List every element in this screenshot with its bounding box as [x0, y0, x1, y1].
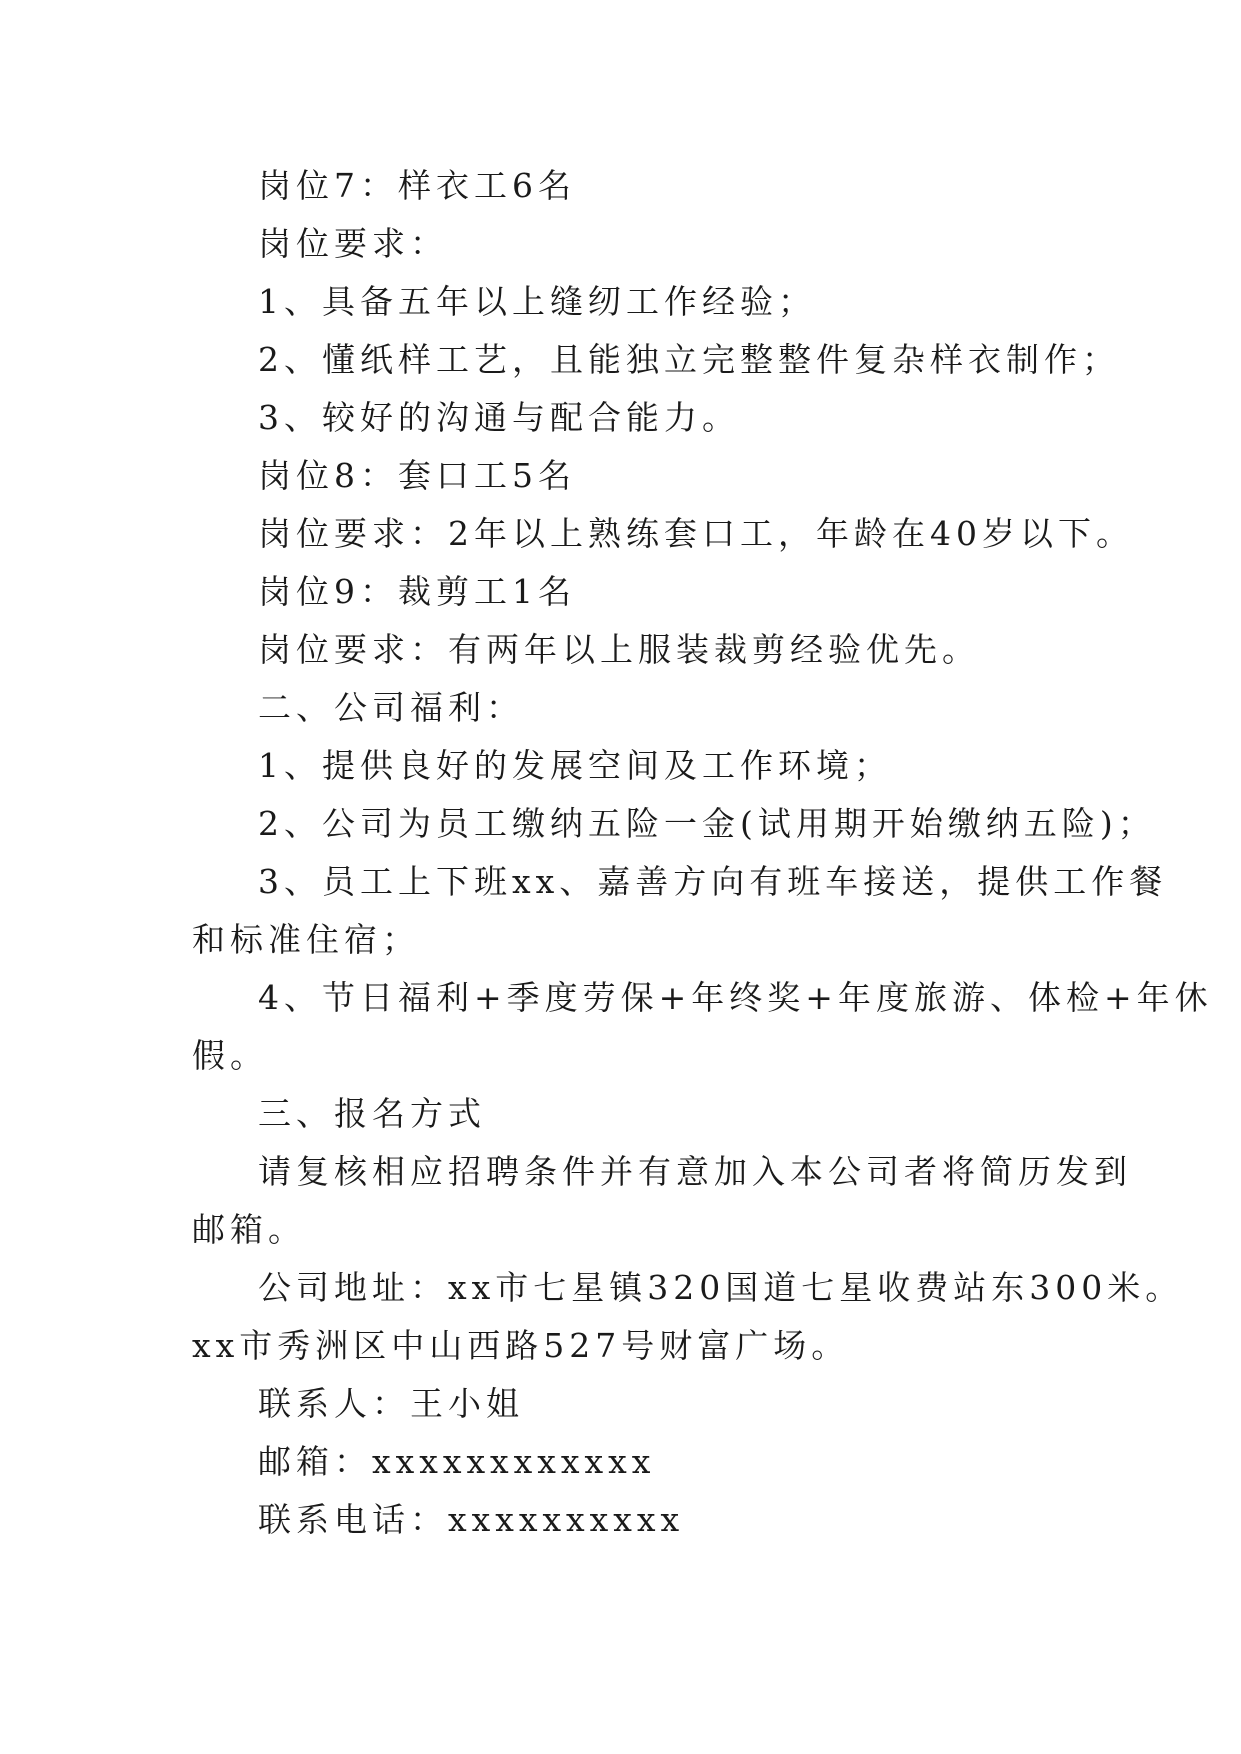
position-9-title: 岗位9：裁剪工1名 — [258, 572, 576, 611]
position-7-requirements-heading: 岗位要求： — [258, 224, 448, 263]
application-instruction: 请复核相应招聘条件并有意加入本公司者将简历发到 — [258, 1152, 1132, 1191]
benefit-2: 2、公司为员工缴纳五险一金(试用期开始缴纳五险)； — [258, 804, 1156, 843]
company-address: 公司地址：xx市七星镇320国道七星收费站东300米。 — [258, 1268, 1184, 1307]
position-8-requirements: 岗位要求：2年以上熟练套口工，年龄在40岁以下。 — [258, 514, 1134, 553]
position-7-title: 岗位7：样衣工6名 — [258, 166, 576, 205]
position-7-requirement-2: 2、懂纸样工艺，且能独立完整整件复杂样衣制作； — [258, 340, 1120, 379]
contact-email: 邮箱：xxxxxxxxxxxx — [258, 1442, 656, 1481]
document-body — [192, 157, 1213, 1549]
benefit-3: 3、员工上下班xx、嘉善方向有班车接送，提供工作餐 — [258, 862, 1168, 901]
position-8-title: 岗位8：套口工5名 — [258, 456, 576, 495]
benefit-3-continued: 和标准住宿； — [192, 920, 420, 959]
company-address-2: xx市秀洲区中山西路527号财富广场。 — [192, 1326, 850, 1365]
position-7-requirement-3: 3、较好的沟通与配合能力。 — [258, 398, 740, 437]
position-7-requirement-1: 1、具备五年以上缝纫工作经验； — [258, 282, 816, 321]
section-benefits-heading: 二、公司福利： — [258, 688, 524, 727]
benefit-1: 1、提供良好的发展空间及工作环境； — [258, 746, 892, 785]
contact-phone: 联系电话：xxxxxxxxxx — [258, 1500, 685, 1539]
benefit-4-continued: 假。 — [192, 1036, 268, 1075]
contact-person: 联系人：王小姐 — [258, 1384, 524, 1423]
application-instruction-continued: 邮箱。 — [192, 1210, 306, 1249]
position-9-requirements: 岗位要求：有两年以上服装裁剪经验优先。 — [258, 630, 980, 669]
benefit-4: 4、节日福利+季度劳保+年终奖+年度旅游、体检+年休 — [258, 978, 1213, 1017]
section-application-heading: 三、报名方式 — [258, 1094, 486, 1133]
